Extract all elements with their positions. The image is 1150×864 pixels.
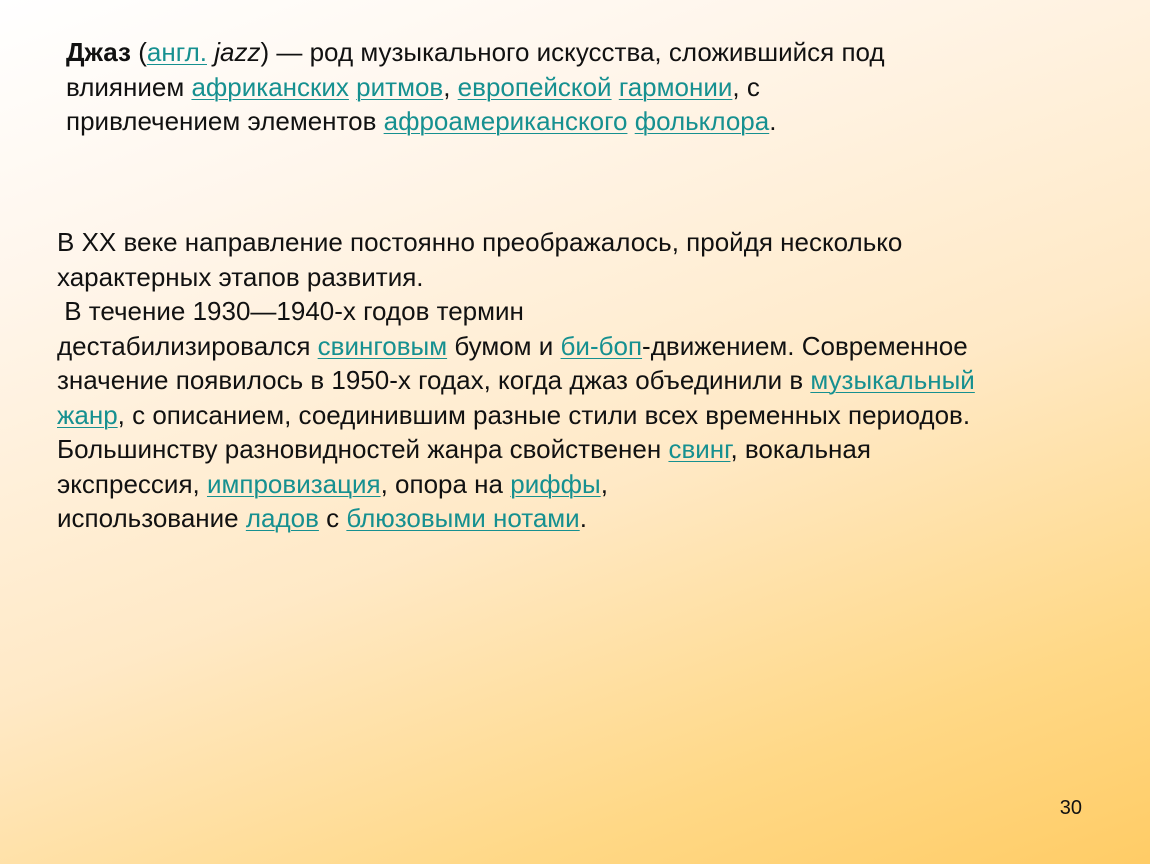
text-fragment: ( bbox=[130, 37, 147, 67]
body-line-9 bbox=[57, 501, 975, 536]
link-harmony[interactable]: гармонии bbox=[618, 71, 733, 102]
link-riffs[interactable]: риффы bbox=[510, 468, 601, 499]
text-fragment: использование bbox=[57, 503, 246, 533]
text-fragment: -движением. Современное bbox=[642, 330, 968, 361]
text-fragment: влиянием bbox=[66, 71, 192, 102]
link-english-abbr[interactable]: англ. bbox=[146, 37, 207, 67]
text-fragment: экспрессия, bbox=[57, 468, 207, 499]
text-fragment bbox=[627, 106, 634, 136]
link-blue-notes[interactable]: блюзовыми нотами bbox=[346, 503, 580, 533]
body-line-1: В XX веке направление постоянно преображалось, пройдя несколько bbox=[57, 227, 903, 257]
link-improvisation[interactable]: импровизация bbox=[206, 468, 381, 499]
body-line-6 bbox=[57, 398, 975, 433]
text-fragment: с bbox=[318, 503, 347, 533]
text-fragment: . bbox=[579, 503, 587, 533]
link-music-genre-part2[interactable]: жанр bbox=[57, 399, 118, 430]
link-bebop[interactable]: би-боп bbox=[560, 330, 643, 361]
text-fragment: значение появилось в 1950-х годах, когда джаз объединили в bbox=[57, 365, 811, 395]
intro-paragraph bbox=[66, 35, 885, 139]
link-african[interactable]: африканских bbox=[191, 71, 349, 102]
link-folklore[interactable]: фольклора bbox=[634, 106, 770, 136]
link-afroamerican[interactable]: афроамериканского bbox=[383, 106, 628, 136]
link-music-genre-part1[interactable]: музыкальный bbox=[810, 365, 975, 395]
body-line-4 bbox=[57, 329, 975, 364]
text-fragment: . bbox=[769, 106, 777, 136]
text-fragment: , bbox=[443, 71, 458, 102]
text-fragment: бумом и bbox=[447, 330, 561, 361]
text-fragment: , bbox=[600, 468, 608, 499]
text-fragment: , вокальная bbox=[730, 434, 871, 464]
body-line-3 bbox=[57, 294, 975, 329]
text-fragment: Большинству разновидностей жанра свойственен bbox=[57, 434, 669, 464]
text-fragment: , с описанием, соединившим разные стили всех временных периодов. bbox=[117, 399, 971, 430]
text-fragment: дестабилизировался bbox=[57, 330, 318, 361]
link-modes[interactable]: ладов bbox=[245, 503, 319, 533]
body-line-7 bbox=[57, 432, 975, 467]
text-fragment: , опора на bbox=[380, 468, 511, 499]
link-swing-boom[interactable]: свинговым bbox=[317, 330, 448, 361]
text-fragment bbox=[612, 72, 619, 102]
text-fragment: ) — род музыкального искусства, сложившийся под bbox=[260, 37, 885, 67]
body-line-2: характерных этапов развития. bbox=[57, 261, 424, 292]
body-line-8 bbox=[57, 467, 975, 502]
text-fragment: , с bbox=[732, 71, 760, 102]
link-swing[interactable]: свинг bbox=[668, 434, 731, 464]
jazz-term: Джаз bbox=[66, 37, 131, 67]
text-fragment: привлечением элементов bbox=[66, 106, 384, 136]
link-rhythms[interactable]: ритмов bbox=[356, 71, 444, 102]
foreign-word-jazz: jazz bbox=[214, 37, 261, 67]
intro-line-1 bbox=[66, 35, 885, 70]
history-paragraph bbox=[57, 225, 975, 536]
slide-number: 30 bbox=[1059, 797, 1082, 819]
link-european[interactable]: европейской bbox=[457, 71, 612, 102]
intro-line-2 bbox=[66, 70, 885, 105]
intro-line-3 bbox=[66, 104, 885, 139]
body-line-5 bbox=[57, 363, 975, 398]
text-fragment: В течение 1930—1940-х годов термин bbox=[57, 296, 524, 326]
